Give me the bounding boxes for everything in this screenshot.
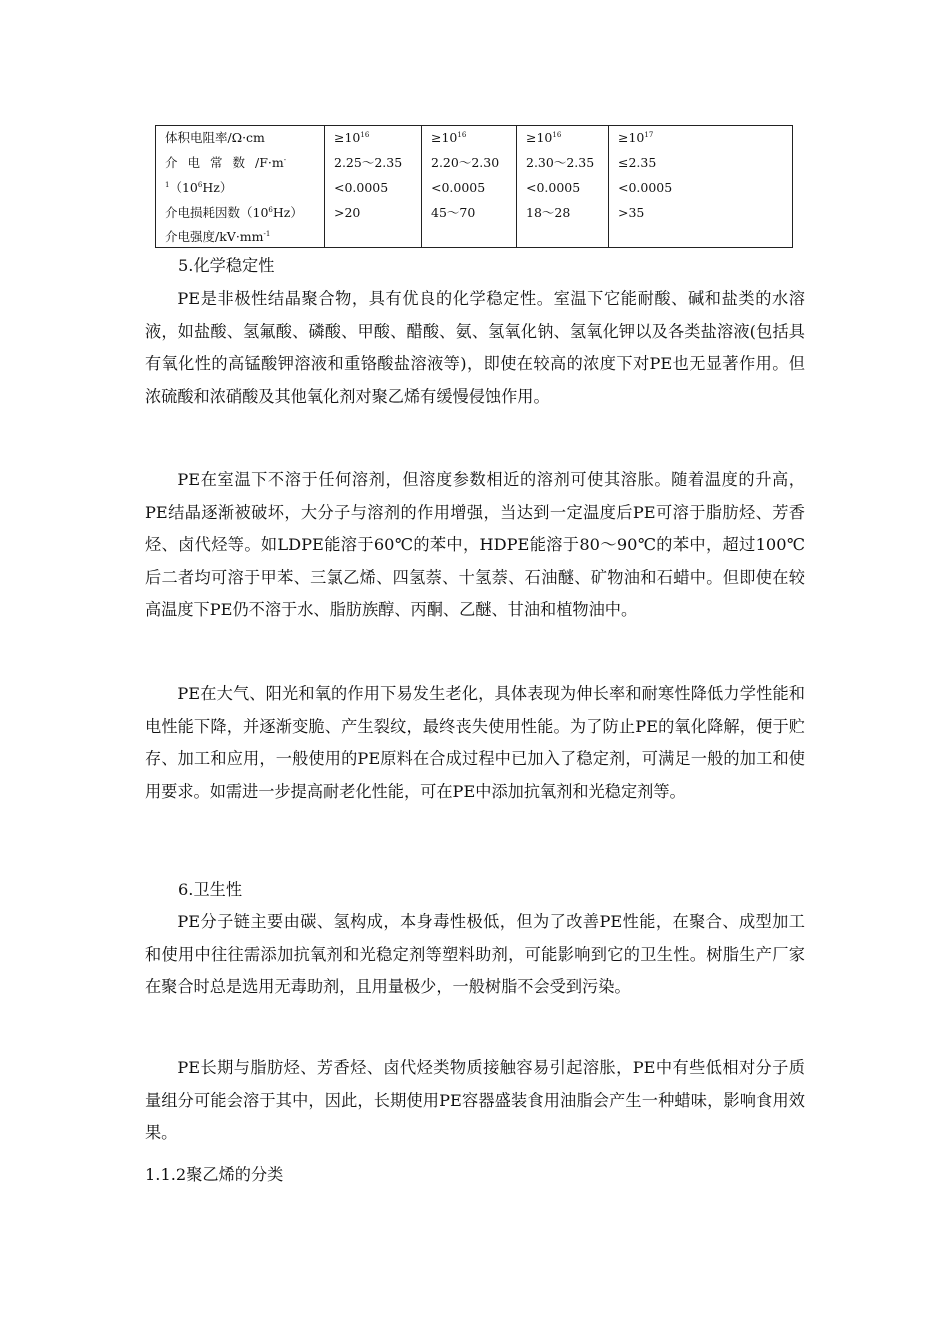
cell-text: /F·m [255, 155, 284, 170]
cell-text: ≥10 [526, 130, 553, 145]
table-column-1 [325, 126, 422, 247]
cell-text: Hz） [272, 205, 303, 220]
cell-text: ≥10 [431, 130, 458, 145]
cell-text: 体积电阻率/Ω·cm [165, 130, 265, 145]
cell-sup: 16 [457, 131, 467, 139]
cell-sup: 6 [197, 181, 203, 189]
paragraph-chemical-3: PE在大气、阳光和氧的作用下易发生老化，具体表现为伸长率和耐寒性降低力学性能和电性能下降，并逐渐变脆、产生裂纹，最终丧失使用性能。为了防止PE的氧化降解，便于贮存、加工和应用，一般使用的PE原料在合成过程中已加入了稳定剂，可满足一般的加工和使用要求。如需进一步提高耐老化性能，可在PE中添加抗氧剂和光稳定剂等。 [145, 684, 805, 801]
table-column-3 [517, 126, 609, 247]
cell-sup: 16 [552, 131, 562, 139]
table-column-2 [422, 126, 517, 247]
cell-text: ≥10 [334, 130, 361, 145]
table-cell: 2.20～2.30 [431, 155, 500, 170]
paragraph-chemical-2: PE在室温下不溶于任何溶剂，但溶度参数相近的溶剂可使其溶胀。随着温度的升高，PE结晶逐渐被破坏，大分子与溶剂的作用增强，当达到一定温度后PE可溶于脂肪烃、芳香烃、卤代烃等。如LDPE能溶于60℃的苯中，HDPE能溶于80～90℃的苯中，超过100℃后二者均可溶于甲苯、三氯乙烯、四氢萘、十氢萘、石油醚、矿物油和石蜡中。但即使在较高温度下PE仍不溶于水、脂肪族醇、丙酮、乙醚、甘油和植物油中。 [145, 470, 805, 620]
cell-sup: 16 [360, 131, 370, 139]
cell-sup: -1 [263, 230, 271, 238]
table-cell [517, 130, 608, 146]
table-cell [422, 130, 516, 146]
table-column-4 [609, 126, 792, 247]
table-cell [156, 205, 324, 221]
cell-sup: 6 [268, 206, 273, 214]
table-cell: 2.25～2.35 [334, 155, 403, 170]
table-cell [156, 155, 324, 171]
cell-text: Hz） [202, 180, 233, 195]
properties-table [155, 125, 793, 248]
table-cell: ≤2.35 [618, 155, 657, 170]
cell-sup: 17 [644, 131, 654, 139]
table-cell: <0.0005 [526, 180, 581, 195]
table-cell [325, 130, 421, 146]
cell-text: （10 [169, 180, 198, 195]
paragraph-hygiene-2: PE长期与脂肪烃、芳香烃、卤代烃类物质接触容易引起溶胀，PE中有些低相对分子质量组分可能会溶于其中，因此，长期使用PE容器盛装食用油脂会产生一种蜡味，影响食用效果。 [145, 1058, 805, 1143]
table-cell: 45～70 [431, 205, 476, 220]
paragraph-chemical-1: PE是非极性结晶聚合物，具有优良的化学稳定性。室温下它能耐酸、碱和盐类的水溶液，如盐酸、氢氟酸、磷酸、甲酸、醋酸、氨、氢氧化钠、氢氧化钾以及各类盐溶液(包括具有氧化性的高锰酸钾溶液和重铬酸盐溶液等)，即使在较高的浓度下对PE也无显著作用。但浓硫酸和浓硝酸及其他氧化剂对聚乙烯有缓慢侵蚀作用。 [145, 289, 805, 406]
paragraph-hygiene-1: PE分子链主要由碳、氢构成，本身毒性极低，但为了改善PE性能，在聚合、成型加工和使用中往往需添加抗氧剂和光稳定剂等塑料助剂，可能影响到它的卫生性。树脂生产厂家在聚合时总是选用无毒助剂，且用量极少，一般树脂不会受到污染。 [145, 912, 805, 997]
table-cell: 18～28 [526, 205, 571, 220]
table-cell [156, 229, 324, 245]
cell-text: 介电强度/kV·mm [165, 229, 264, 244]
table-cell: <0.0005 [618, 180, 673, 195]
table-cell [609, 130, 792, 146]
table-cell: >35 [618, 205, 645, 220]
table-cell: 2.30～2.35 [526, 155, 595, 170]
table-cell [156, 130, 324, 146]
table-cell: >20 [334, 205, 361, 220]
section-heading-hygiene: 6.卫生性 [178, 880, 243, 899]
table-cell: <0.0005 [431, 180, 486, 195]
section-heading-classification: 1.1.2聚乙烯的分类 [145, 1165, 284, 1184]
table-column-property [156, 126, 325, 247]
cell-text: 介电损耗因数（10 [165, 205, 269, 220]
section-heading-chemical-stability: 5.化学稳定性 [178, 256, 275, 275]
cell-sup: 1 [165, 181, 170, 189]
cell-sup: - [283, 156, 287, 164]
table-cell: <0.0005 [334, 180, 389, 195]
cell-text: ≥10 [618, 130, 645, 145]
cell-text: 介电常数 [165, 155, 256, 170]
table-cell [156, 180, 324, 196]
